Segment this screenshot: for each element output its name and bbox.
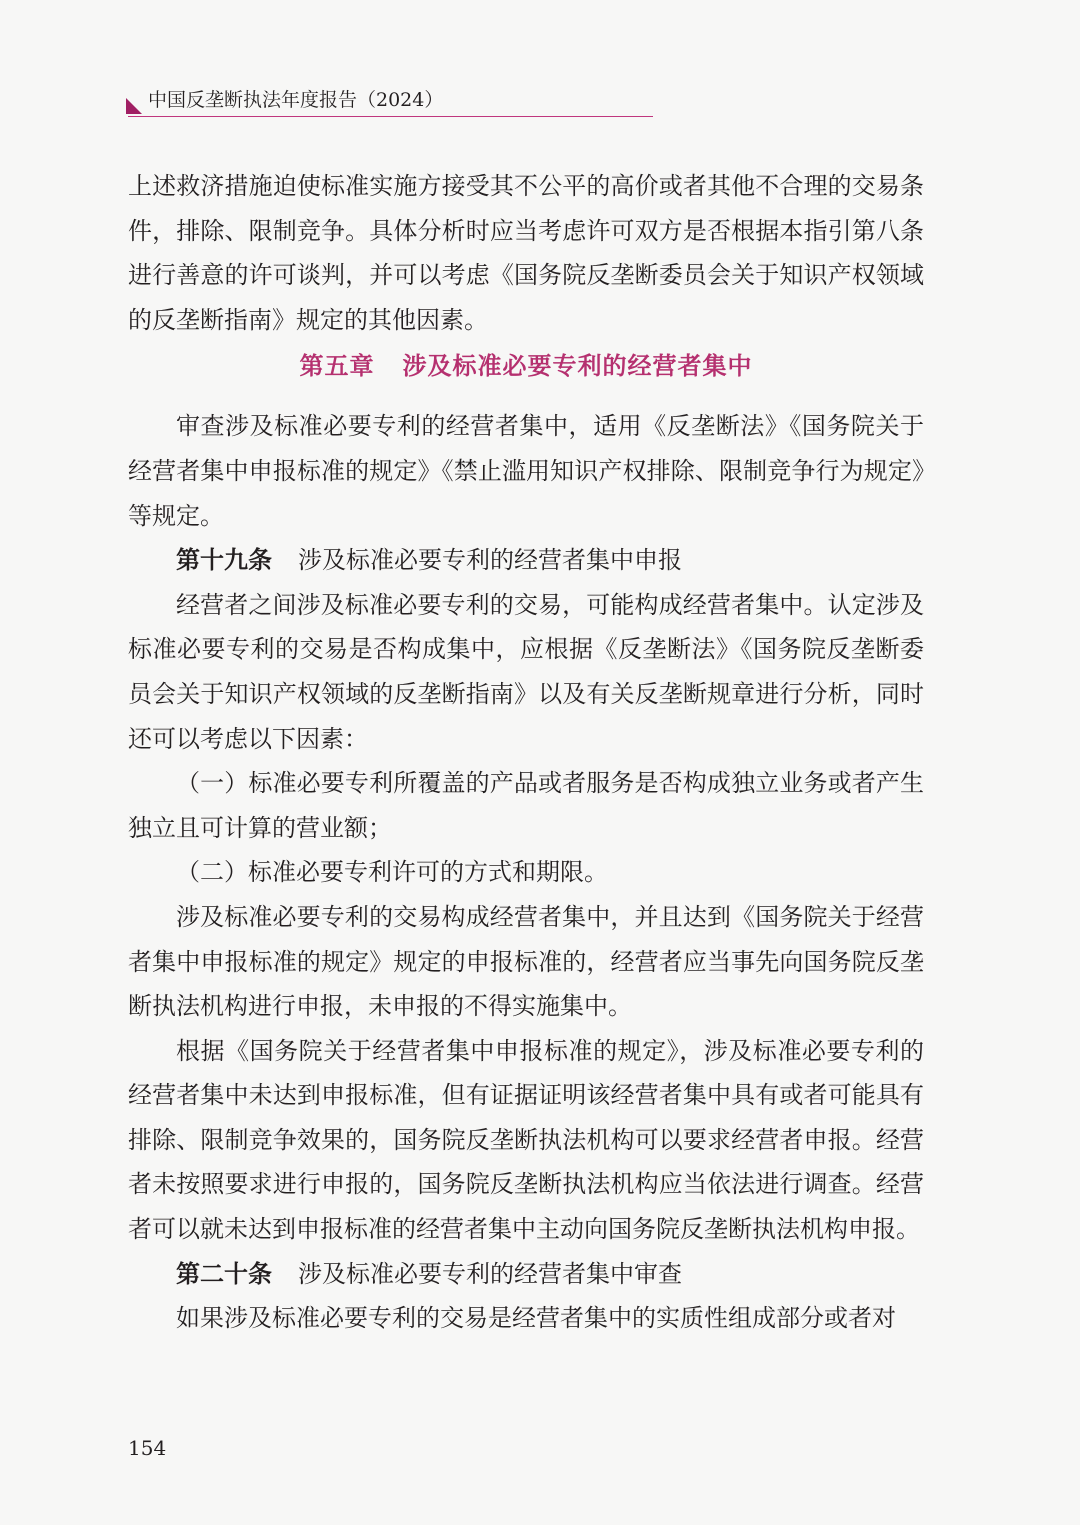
corner-triangle-icon [126,98,142,114]
header-title: 中国反垄断执法年度报告（2024） [148,89,444,111]
article-19-heading [128,538,924,583]
paragraph-article-20-start: 如果涉及标准必要专利的交易是经营者集中的实质性组成部分或者对 [176,1304,896,1333]
article-20-number: 第二十条 [176,1259,272,1288]
list-item-1: （一）标准必要专利所覆盖的产品或者服务是否构成独立业务或者产生独立且可计算的营业额； [128,769,924,842]
article-20-title: 涉及标准必要专利的经营者集中审查 [298,1259,682,1288]
article-20-heading [128,1252,924,1297]
list-item-2: （二）标准必要专利许可的方式和期限。 [176,858,608,887]
running-header [128,84,653,117]
paragraph-scope: 审查涉及标准必要专利的经营者集中，适用《反垄断法》《国务院关于经营者集中申报标准的规定》《禁止滥用知识产权排除、限制竞争行为规定》等规定。 [128,412,924,530]
chapter-heading [128,344,924,388]
chapter-number: 第五章 [299,352,375,381]
paragraph-article-19-main: 经营者之间涉及标准必要专利的交易，可能构成经营者集中。认定涉及标准必要专利的交易是否构成集中，应根据《反垄断法》《国务院反垄断委员会关于知识产权领域的反垄断指南》以及有关反垄断规章进行分析，同时还可以考虑以下因素： [128,590,924,753]
article-19-number: 第十九条 [176,546,272,575]
page-body [128,164,924,1341]
paragraph-continuation: 上述救济措施迫使标准实施方接受其不公平的高价或者其他不合理的交易条件，排除、限制竞争。具体分析时应当考虑许可双方是否根据本指引第八条进行善意的许可谈判，并可以考虑《国务院反垄断委员会关于知识产权领域的反垄断指南》规定的其他因素。 [128,172,924,334]
article-19-title: 涉及标准必要专利的经营者集中申报 [298,546,682,575]
page-number: 154 [128,1436,167,1460]
paragraph-below-threshold: 根据《国务院关于经营者集中申报标准的规定》，涉及标准必要专利的经营者集中未达到申报标准，但有证据证明该经营者集中具有或者可能具有排除、限制竞争效果的，国务院反垄断执法机构可以要求经营者申报。经营者未按照要求进行申报的，国务院反垄断执法机构应当依法进行调查。经营者可以就未达到申报标准的经营者集中主动向国务院反垄断执法机构申报。 [128,1036,924,1244]
paragraph-filing-requirement: 涉及标准必要专利的交易构成经营者集中，并且达到《国务院关于经营者集中申报标准的规定》规定的申报标准的，经营者应当事先向国务院反垄断执法机构进行申报，未申报的不得实施集中。 [128,902,924,1021]
chapter-title: 涉及标准必要专利的经营者集中 [402,352,753,381]
